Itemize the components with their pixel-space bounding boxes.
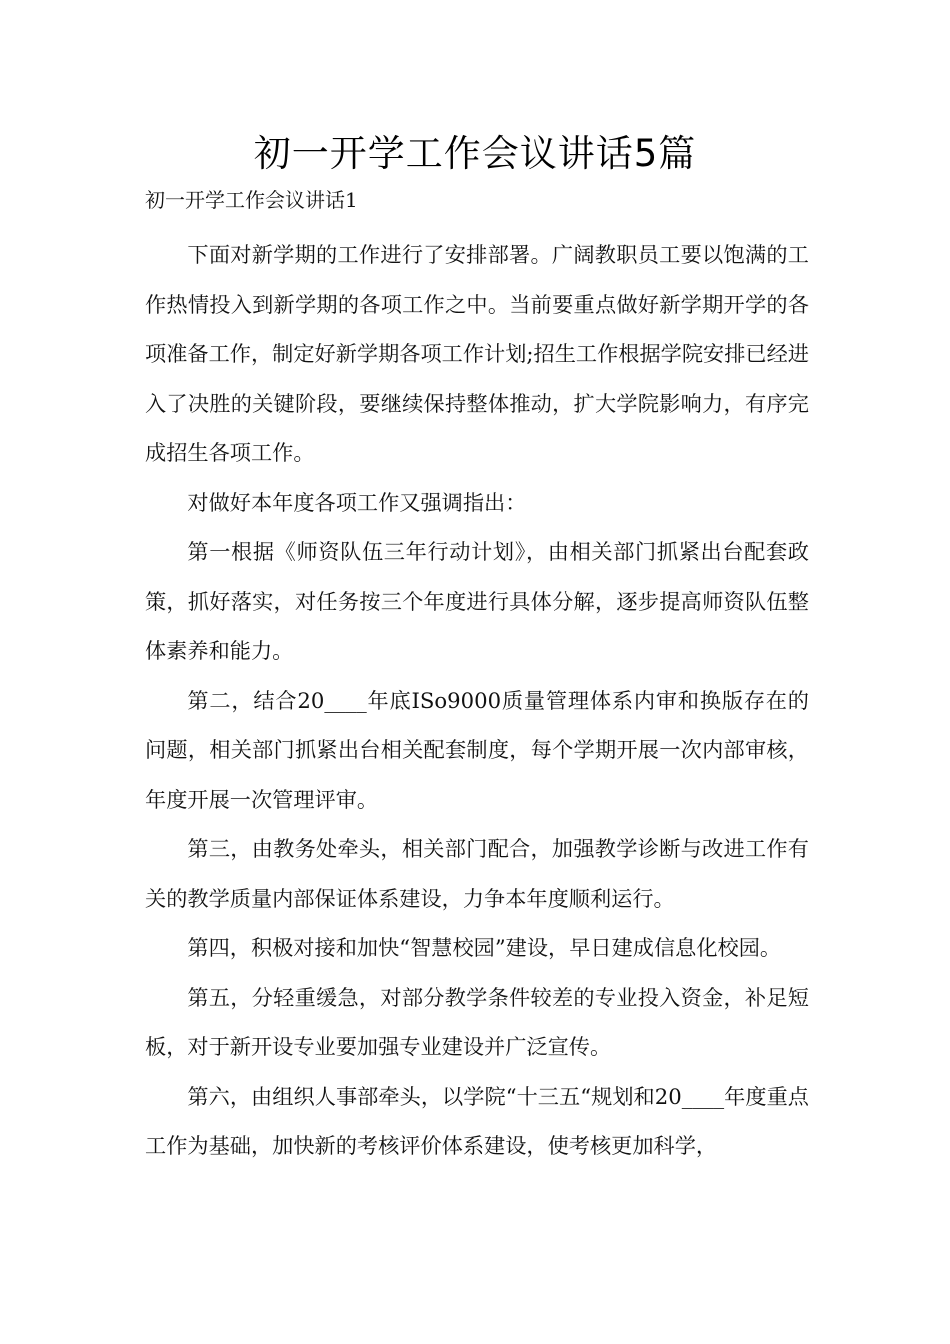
paragraph-5: 第三，由教务处牵头，相关部门配合，加强教学诊断与改进工作有关的教学质量内部保证体系建设，力争本年度顺利运行。 [145, 836, 809, 911]
paragraph-7: 第五，分轻重缓急，对部分教学条件较差的专业投入资金，补足短板，对于新开设专业要加强专业建设并广泛宣传。 [145, 984, 809, 1059]
paragraph-2: 对做好本年度各项工作又强调指出： [187, 489, 527, 515]
paragraph-4: 第二，结合20____年底ISo9000质量管理体系内审和换版存在的问题，相关部门抓紧出台相关配套制度，每个学期开展一次内部审核，年度开展一次管理评审。 [145, 687, 809, 812]
document-subtitle: 初一开学工作会议讲话1 [145, 188, 358, 212]
document-body [145, 230, 809, 1171]
paragraph-8: 第六，由组织人事部牵头，以学院“十三五“规划和20____年度重点工作为基础，加快新的考核评价体系建设，使考核更加科学， [145, 1083, 809, 1158]
paragraph-3: 第一根据《师资队伍三年行动计划》，由相关部门抓紧出台配套政策，抓好落实，对任务按三个年度进行具体分解，逐步提高师资队伍整体素养和能力。 [145, 539, 809, 663]
document-title: 初一开学工作会议讲话5篇 [253, 132, 697, 175]
paragraph-6: 第四，积极对接和加快“智慧校园”建设，早日建成信息化校园。 [187, 935, 782, 960]
paragraph-1: 下面对新学期的工作进行了安排部署。广阔教职员工要以饱满的工作热情投入到新学期的各项工作之中。当前要重点做好新学期开学的各项准备工作，制定好新学期各项工作计划;招生工作根据学院安排已经进入了决胜的关键阶段，要继续保持整体推动，扩大学院影响力，有序完成招生各项工作。 [145, 242, 809, 465]
